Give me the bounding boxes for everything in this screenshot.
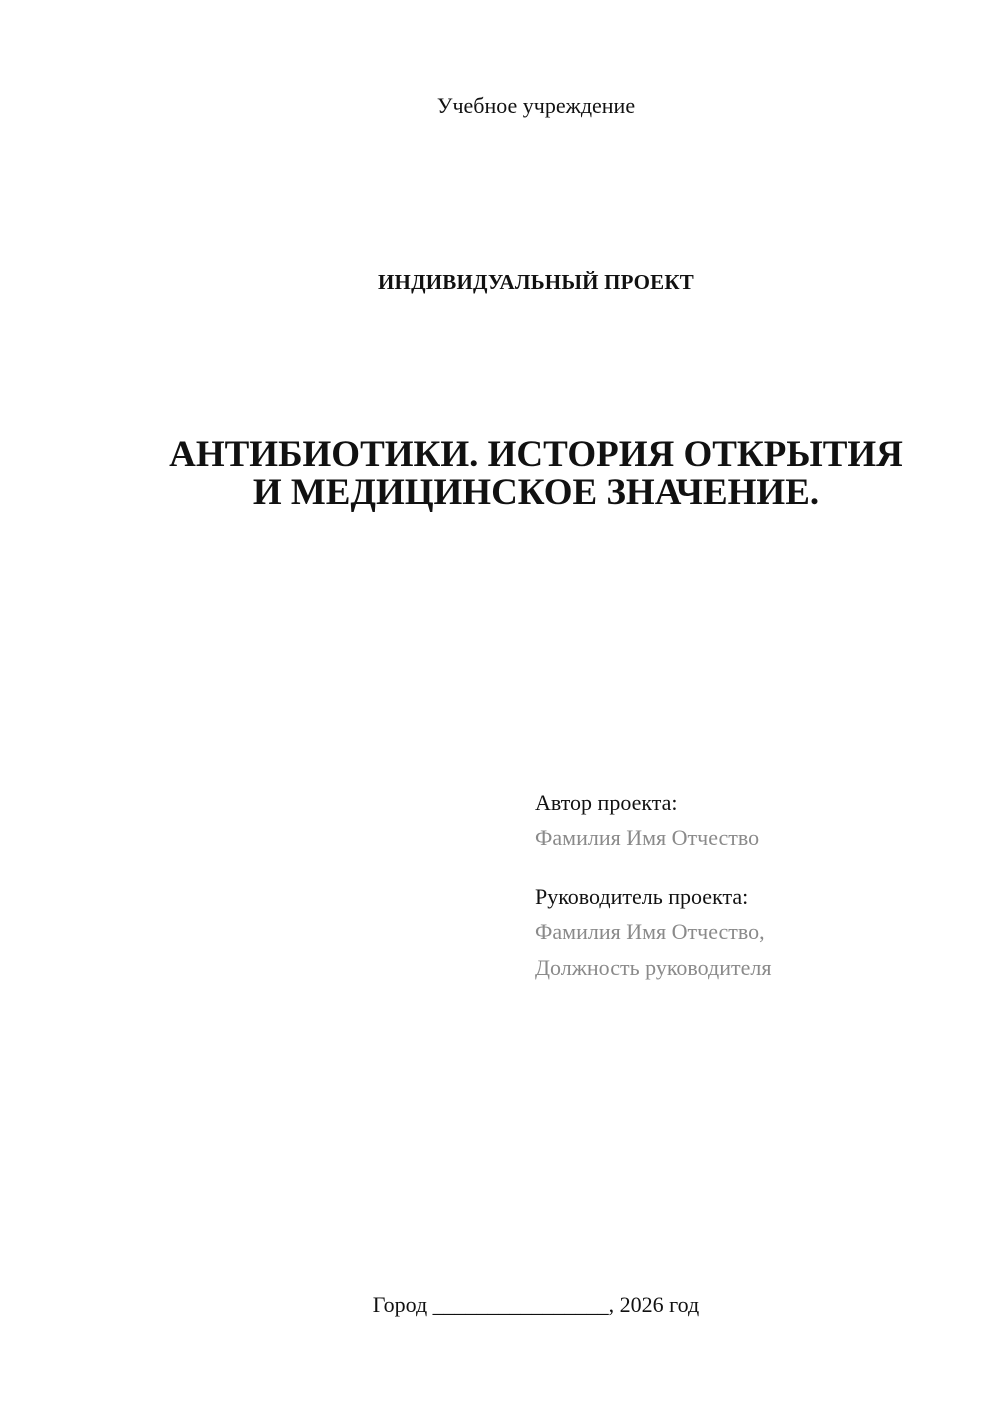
author-name: Фамилия Имя Отчество: [535, 825, 760, 850]
supervisor-position: Должность руководителя: [535, 955, 772, 980]
author-block: [535, 786, 955, 856]
credits-block: [535, 786, 955, 1010]
project-title-line-1: АНТИБИОТИКИ. ИСТОРИЯ ОТКРЫТИЯ: [169, 434, 903, 475]
supervisor-block: [535, 880, 955, 986]
city-year-line: Город ________________, 2026 год: [372, 1292, 700, 1317]
project-title-line-2: И МЕДИЦИНСКОЕ ЗНАЧЕНИЕ.: [252, 472, 820, 513]
project-title: [36, 436, 1000, 512]
author-label: Автор проекта:: [535, 790, 678, 815]
project-type-heading: ИНДИВИДУАЛЬНЫЙ ПРОЕКТ: [378, 270, 694, 294]
supervisor-label: Руководитель проекта:: [535, 884, 749, 909]
institution-name: Учебное учреждение: [436, 93, 636, 118]
supervisor-name: Фамилия Имя Отчество,: [535, 919, 765, 944]
